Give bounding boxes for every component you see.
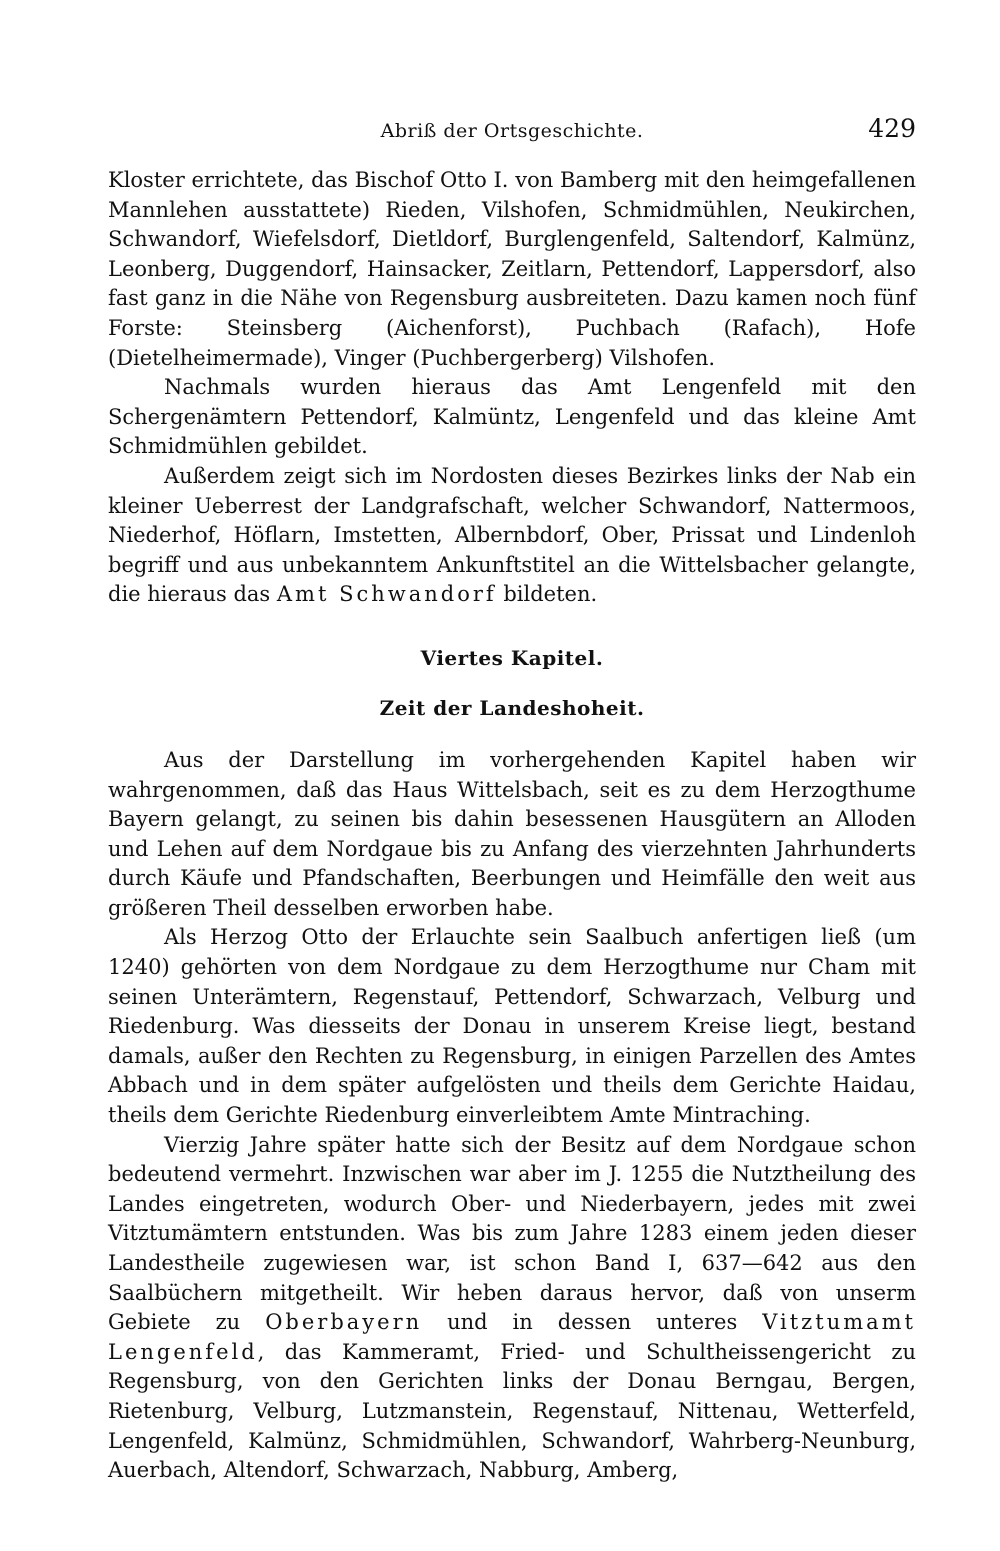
spaced-term-amt-schwandorf: Amt Schwandorf <box>276 582 497 607</box>
running-title: Abriß der Ortsgeschichte. <box>380 120 644 142</box>
paragraph-vierzig-jahre-end: , das Kammeramt, Fried- und Schultheissengericht zu Regensburg, von den Gerichten links der Donau Berngau, Bergen, Rietenburg, Velburg, Lutzmanstein, Regenstauf, Nittenau, Wetterfeld, Lengenfeld, Kalmünz, Schmidmühlen, Schwandorf, Wahrberg-Neunburg, Auerbach, Altendorf, Schwarzach, Nabburg, Amberg, <box>108 1339 916 1483</box>
paragraph-schwandorf <box>108 462 916 610</box>
paragraph-vierzig-jahre-text: Vierzig Jahre später hatte sich der Besitz auf dem Nordgaue schon bedeutend vermehrt. Inzwischen war aber im J. 1255 die Nutztheilung des Landes eingetreten, wodurch Ober- und Niederbayern, jedes mit zwei Vitztumämtern entstunden. Was bis zum Jahre 1283 einem jeden dieser Landestheile zugewiesen war, ist schon Band I, 637—642 aus den Saalbüchern mitgetheilt. Wir heben daraus hervor, daß von unserm Gebiete zu <box>108 1132 916 1335</box>
chapter-subheading: Zeit der Landeshoheit. <box>379 695 645 720</box>
chapter-heading: Viertes Kapitel. <box>420 645 604 670</box>
paragraph-schwandorf-text: Außerdem zeigt sich im Nordosten dieses Bezirkes links der Nab ein kleiner Ueberrest der Landgrafschaft, welcher Schwandorf, Nattermoos, Niederhof, Höflarn, Imstetten, Albernbdorf, Ober, Prissat und Lindenloh begriff und aus unbekanntem Ankunftstitel an die Wittelsbacher gelangte, die hieraus das <box>108 463 916 607</box>
paragraph-darstellung: Aus der Darstellung im vorhergehenden Kapitel haben wir wahrgenommen, daß das Haus Wittelsbach, seit es zu dem Herzogthume Bayern gelangt, zu seinen bis dahin besessenen Hausgütern an Alloden und Lehen auf dem Nordgaue bis zu Anfang des vierzehnten Jahrhunderts durch Käufe und Pfandschaften, Beerbungen und Heimfälle den weit aus größeren Theil desselben erworben habe. <box>108 747 916 920</box>
paragraph-vierzig-jahre-mid: und in dessen unteres <box>422 1310 763 1335</box>
paragraph-herzog-otto: Als Herzog Otto der Erlauchte sein Saalbuch anfertigen ließ (um 1240) gehörten von dem Nordgaue zu dem Herzogthume nur Cham mit seinen Unterämtern, Regenstauf, Pettendorf, Schwarzach, Velburg und Riedenburg. Was diesseits der Donau in unserem Kreise liegt, bestand damals, außer den Rechten zu Regensburg, in einigen Parzellen des Amtes Abbach und in dem später aufgelösten und theils dem Gerichte Haidau, theils dem Gerichte Riedenburg einverleibtem Amte Mintraching. <box>108 925 916 1128</box>
spaced-term-vitztumamt-lengenfeld: Vitztumamt Lengenfeld <box>108 1310 916 1364</box>
page-number: 429 <box>868 114 916 143</box>
paragraph-vierzig-jahre <box>108 1131 916 1486</box>
spaced-term-oberbayern: Oberbayern <box>265 1310 423 1335</box>
book-page <box>108 112 916 1532</box>
paragraph-schwandorf-end: bildeten. <box>496 582 598 607</box>
paragraph-continuation: Kloster errichtete, das Bischof Otto I. von Bamberg mit den heimgefallenen Mannlehen ausstattete) Rieden, Vilshofen, Schmidmühlen, Neukirchen, Schwandorf, Wiefelsdorf, Dietldorf, Burglengenfeld, Saltendorf, Kalmünz, Leonberg, Duggendorf, Hainsacker, Zeitlarn, Pettendorf, Lappersdorf, also fast ganz in die Nähe von Regensburg ausbreiteten. Dazu kamen noch fünf Forste: Steinsberg (Aichenforst), Puchbach (Rafach), Hofe (Dietelheimermade), Vinger (Puchbergerberg) Vilshofen. <box>108 168 916 370</box>
paragraph-amt-lengenfeld: Nachmals wurden hieraus das Amt Lengenfeld mit den Schergenämtern Pettendorf, Kalmüntz, Lengenfeld und das kleine Amt Schmidmühlen gebildet. <box>108 375 916 459</box>
running-header <box>108 112 916 166</box>
